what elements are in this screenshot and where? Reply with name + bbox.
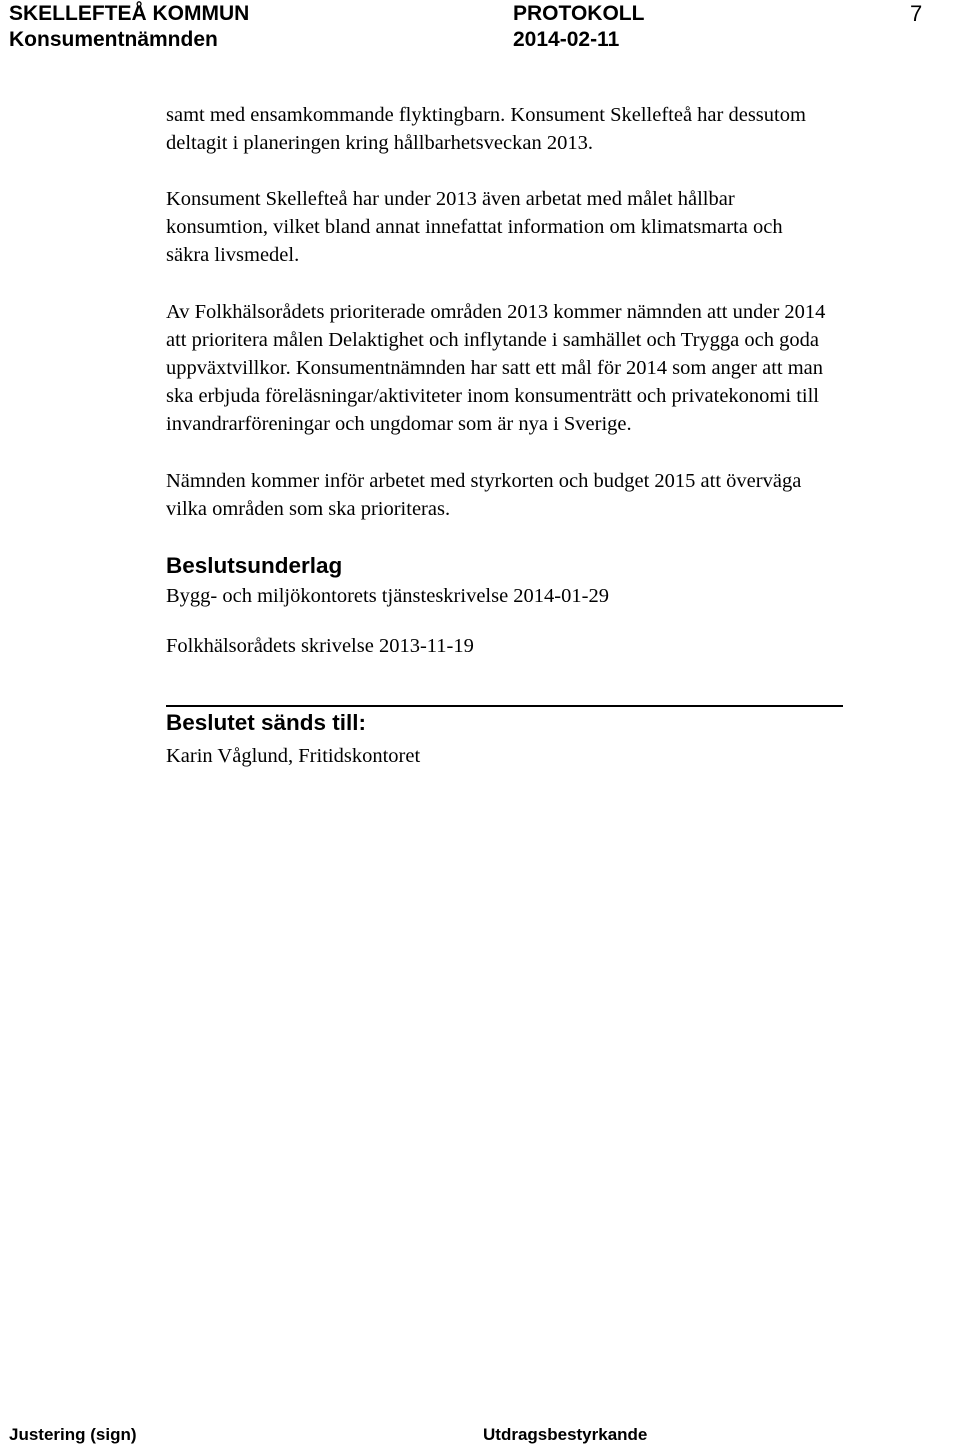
paragraph-line: att prioritera målen Delaktighet och inflytande i samhället och Trygga och goda (166, 329, 819, 351)
paragraph-line: Nämnden kommer inför arbetet med styrkorten och budget 2015 att överväga (166, 470, 802, 492)
section-divider (166, 705, 843, 707)
body-paragraph-3 (166, 298, 954, 438)
distribution-recipients: Karin Våglund, Fritidskontoret (166, 745, 421, 767)
paragraph-line: vilka områden som ska prioriteras. (166, 498, 451, 520)
paragraph-line: Konsument Skellefteå har under 2013 även arbetat med målet hållbar (166, 188, 735, 210)
page-number: 7 (910, 1, 923, 26)
paragraph-line: ska erbjuda föreläsningar/aktiviteter inom konsumenträtt och privatekonomi till (166, 385, 819, 407)
body-paragraph-1 (166, 101, 954, 157)
footer-signature-label: Justering (sign) (9, 1425, 137, 1444)
paragraph-line: deltagit i planeringen kring hållbarhetsveckan 2013. (166, 132, 593, 154)
header-organization: SKELLEFTEÅ KOMMUN (9, 2, 250, 25)
distribution-heading: Beslutet sänds till: (166, 710, 367, 735)
paragraph-line: säkra livsmedel. (166, 244, 300, 266)
paragraph-line: samt med ensamkommande flyktingbarn. Konsument Skellefteå har dessutom (166, 104, 806, 126)
paragraph-line: konsumtion, vilket bland annat innefattat information om klimatsmarta och (166, 216, 783, 238)
header-doc-type: PROTOKOLL (513, 2, 645, 25)
header-committee: Konsumentnämnden (9, 28, 218, 51)
header-date: 2014-02-11 (513, 28, 620, 51)
body-paragraph-2 (166, 185, 954, 269)
paragraph-line: invandrarföreningar och ungdomar som är nya i Sverige. (166, 413, 632, 435)
footer-certification-label: Utdragsbestyrkande (483, 1425, 648, 1444)
body-paragraph-4 (166, 467, 954, 523)
decision-basis-item: Bygg- och miljökontorets tjänsteskrivelse 2014-01-29 (166, 585, 609, 607)
decision-basis-item: Folkhälsorådets skrivelse 2013-11-19 (166, 635, 474, 657)
paragraph-line: uppväxtvillkor. Konsumentnämnden har satt ett mål för 2014 som anger att man (166, 357, 824, 379)
decision-basis-heading: Beslutsunderlag (166, 553, 343, 578)
paragraph-line: Av Folkhälsorådets prioriterade områden 2013 kommer nämnden att under 2014 (166, 301, 826, 323)
